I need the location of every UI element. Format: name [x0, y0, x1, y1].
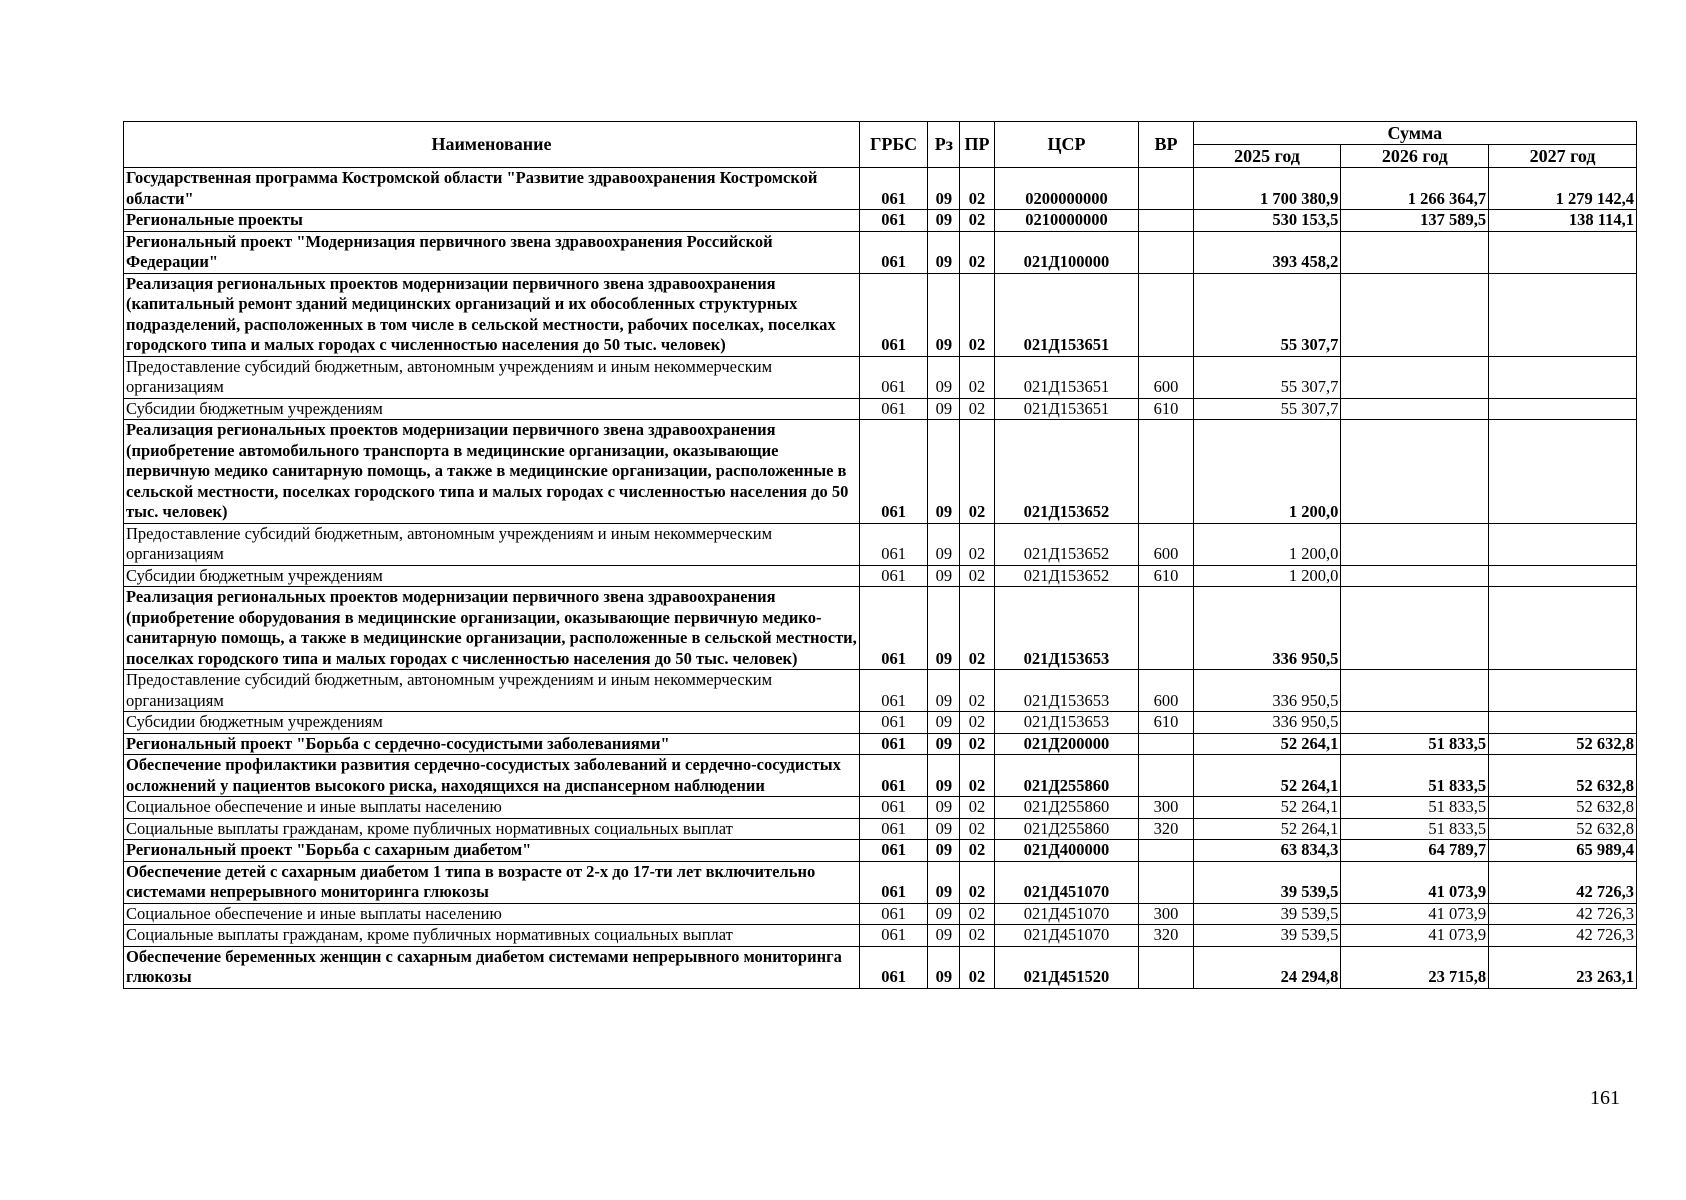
cell-vr [1139, 733, 1193, 755]
cell-y2026: 1 266 364,7 [1341, 168, 1489, 210]
cell-csr: 021Д153652 [994, 565, 1139, 587]
cell-grbs: 061 [859, 670, 927, 712]
cell-vr: 300 [1139, 903, 1193, 925]
cell-y2025: 39 539,5 [1193, 903, 1341, 925]
cell-y2025: 530 153,5 [1193, 210, 1341, 232]
cell-rz: 09 [928, 420, 960, 524]
cell-y2025: 393 458,2 [1193, 231, 1341, 273]
cell-y2026: 23 715,8 [1341, 946, 1489, 988]
table-body [124, 168, 1637, 989]
header-name: Наименование [124, 122, 860, 168]
cell-rz: 09 [928, 946, 960, 988]
header-pr: ПР [960, 122, 994, 168]
cell-grbs: 061 [859, 210, 927, 232]
cell-rz: 09 [928, 861, 960, 903]
cell-pr: 02 [960, 712, 994, 734]
cell-pr: 02 [960, 273, 994, 356]
cell-vr [1139, 946, 1193, 988]
cell-grbs: 061 [859, 168, 927, 210]
cell-y2025: 1 700 380,9 [1193, 168, 1341, 210]
cell-csr: 021Д451070 [994, 925, 1139, 947]
table-row [124, 587, 1637, 670]
cell-pr: 02 [960, 797, 994, 819]
cell-name: Социальное обеспечение и иные выплаты населению [124, 797, 860, 819]
cell-y2025: 63 834,3 [1193, 840, 1341, 862]
cell-y2026 [1341, 565, 1489, 587]
cell-pr: 02 [960, 587, 994, 670]
cell-y2026: 41 073,9 [1341, 861, 1489, 903]
table-row [124, 565, 1637, 587]
cell-csr: 021Д451070 [994, 861, 1139, 903]
cell-grbs: 061 [859, 946, 927, 988]
cell-name: Предоставление субсидий бюджетным, автономным учреждениям и иным некоммерческим организациям [124, 356, 860, 398]
cell-y2026 [1341, 356, 1489, 398]
cell-y2025: 55 307,7 [1193, 356, 1341, 398]
cell-name: Предоставление субсидий бюджетным, автономным учреждениям и иным некоммерческим организациям [124, 670, 860, 712]
table-row [124, 398, 1637, 420]
cell-vr [1139, 587, 1193, 670]
cell-name: Обеспечение детей с сахарным диабетом 1 типа в возрасте от 2-х до 17-ти лет включительно системами непрерывного мониторинга глюкозы [124, 861, 860, 903]
table-row [124, 670, 1637, 712]
cell-y2027 [1489, 712, 1637, 734]
cell-name: Реализация региональных проектов модернизации первичного звена здравоохранения (капитальный ремонт зданий медицинских организаций и их обособленных структурных подразделений, расположенных в том числе в сельской местности, рабочих поселках, поселках городского типа и малых городах с численностью населения до 50 тыс. человек) [124, 273, 860, 356]
cell-y2026 [1341, 670, 1489, 712]
cell-vr [1139, 210, 1193, 232]
cell-vr: 600 [1139, 356, 1193, 398]
cell-name: Региональный проект "Модернизация первичного звена здравоохранения Российской Федерации" [124, 231, 860, 273]
table-row [124, 273, 1637, 356]
cell-y2027 [1489, 273, 1637, 356]
cell-y2026 [1341, 587, 1489, 670]
cell-name: Государственная программа Костромской области "Развитие здравоохранения Костромской области" [124, 168, 860, 210]
cell-grbs: 061 [859, 523, 927, 565]
cell-csr: 021Д400000 [994, 840, 1139, 862]
cell-y2027: 52 632,8 [1489, 733, 1637, 755]
cell-y2025: 336 950,5 [1193, 712, 1341, 734]
cell-grbs: 061 [859, 565, 927, 587]
cell-name: Субсидии бюджетным учреждениям [124, 565, 860, 587]
cell-rz: 09 [928, 712, 960, 734]
cell-name: Социальные выплаты гражданам, кроме публичных нормативных социальных выплат [124, 925, 860, 947]
cell-y2025: 55 307,7 [1193, 398, 1341, 420]
budget-table [123, 121, 1637, 989]
cell-name: Региональные проекты [124, 210, 860, 232]
cell-grbs: 061 [859, 420, 927, 524]
cell-y2026: 41 073,9 [1341, 925, 1489, 947]
cell-name: Социальные выплаты гражданам, кроме публичных нормативных социальных выплат [124, 818, 860, 840]
header-csr: ЦСР [994, 122, 1139, 168]
cell-rz: 09 [928, 840, 960, 862]
cell-name: Обеспечение профилактики развития сердечно-сосудистых заболеваний и сердечно-сосудистых осложнений у пациентов высокого риска, находящихся на диспансерном наблюдении [124, 755, 860, 797]
cell-grbs: 061 [859, 797, 927, 819]
table-row [124, 946, 1637, 988]
header-sum: Сумма [1193, 122, 1636, 145]
cell-csr: 021Д153653 [994, 670, 1139, 712]
cell-rz: 09 [928, 273, 960, 356]
cell-y2025: 1 200,0 [1193, 565, 1341, 587]
cell-y2027 [1489, 670, 1637, 712]
cell-pr: 02 [960, 903, 994, 925]
cell-vr: 320 [1139, 925, 1193, 947]
cell-y2027: 42 726,3 [1489, 925, 1637, 947]
cell-name: Реализация региональных проектов модернизации первичного звена здравоохранения (приобретение оборудования в медицинские организации, оказывающие первичную медико-санитарную помощь, а также в медицинские организации, расположенные в сельской местности, поселках городского типа и малых городах с численностью населения до 50 тыс. человек) [124, 587, 860, 670]
cell-vr: 610 [1139, 398, 1193, 420]
cell-grbs: 061 [859, 587, 927, 670]
cell-y2026 [1341, 712, 1489, 734]
cell-y2027 [1489, 231, 1637, 273]
cell-vr [1139, 840, 1193, 862]
cell-rz: 09 [928, 925, 960, 947]
cell-csr: 0210000000 [994, 210, 1139, 232]
cell-y2027: 1 279 142,4 [1489, 168, 1637, 210]
cell-y2026: 64 789,7 [1341, 840, 1489, 862]
cell-csr: 021Д153651 [994, 273, 1139, 356]
cell-y2025: 24 294,8 [1193, 946, 1341, 988]
cell-vr [1139, 861, 1193, 903]
cell-y2027 [1489, 587, 1637, 670]
table-row [124, 356, 1637, 398]
cell-csr: 021Д153653 [994, 712, 1139, 734]
cell-y2025: 55 307,7 [1193, 273, 1341, 356]
cell-y2026: 51 833,5 [1341, 755, 1489, 797]
table-row [124, 840, 1637, 862]
cell-y2025: 52 264,1 [1193, 733, 1341, 755]
cell-rz: 09 [928, 565, 960, 587]
cell-pr: 02 [960, 168, 994, 210]
cell-name: Региональный проект "Борьба с сахарным диабетом" [124, 840, 860, 862]
cell-y2025: 52 264,1 [1193, 818, 1341, 840]
cell-name: Субсидии бюджетным учреждениям [124, 398, 860, 420]
cell-rz: 09 [928, 755, 960, 797]
cell-name: Социальное обеспечение и иные выплаты населению [124, 903, 860, 925]
cell-pr: 02 [960, 818, 994, 840]
cell-vr [1139, 755, 1193, 797]
cell-csr: 021Д255860 [994, 755, 1139, 797]
cell-pr: 02 [960, 670, 994, 712]
cell-pr: 02 [960, 523, 994, 565]
cell-csr: 021Д255860 [994, 797, 1139, 819]
cell-y2026: 51 833,5 [1341, 797, 1489, 819]
cell-rz: 09 [928, 587, 960, 670]
cell-rz: 09 [928, 670, 960, 712]
table-row [124, 755, 1637, 797]
cell-csr: 021Д153653 [994, 587, 1139, 670]
cell-y2027 [1489, 565, 1637, 587]
cell-y2026 [1341, 231, 1489, 273]
cell-vr: 610 [1139, 565, 1193, 587]
table-row [124, 168, 1637, 210]
cell-name: Региональный проект "Борьба с сердечно-сосудистыми заболеваниями" [124, 733, 860, 755]
cell-vr: 600 [1139, 523, 1193, 565]
cell-grbs: 061 [859, 925, 927, 947]
cell-grbs: 061 [859, 861, 927, 903]
cell-csr: 021Д200000 [994, 733, 1139, 755]
header-year-2027: 2027 год [1489, 145, 1637, 168]
table-row [124, 818, 1637, 840]
cell-csr: 0200000000 [994, 168, 1139, 210]
cell-pr: 02 [960, 210, 994, 232]
table-row [124, 712, 1637, 734]
header-year-2025: 2025 год [1193, 145, 1341, 168]
cell-y2027: 138 114,1 [1489, 210, 1637, 232]
table-row [124, 733, 1637, 755]
cell-y2027 [1489, 356, 1637, 398]
cell-csr: 021Д153651 [994, 398, 1139, 420]
cell-y2026: 137 589,5 [1341, 210, 1489, 232]
cell-y2026: 51 833,5 [1341, 733, 1489, 755]
cell-grbs: 061 [859, 273, 927, 356]
cell-pr: 02 [960, 356, 994, 398]
cell-rz: 09 [928, 231, 960, 273]
cell-y2027: 23 263,1 [1489, 946, 1637, 988]
cell-csr: 021Д100000 [994, 231, 1139, 273]
cell-name: Обеспечение беременных женщин с сахарным диабетом системами непрерывного мониторинга глюкозы [124, 946, 860, 988]
cell-name: Реализация региональных проектов модернизации первичного звена здравоохранения (приобретение автомобильного транспорта в медицинские организации, оказывающие первичную медико санитарную помощь, а также в медицинские организации, расположенные в сельской местности, поселках городского типа и малых городах с численностью населения до 50 тыс. человек) [124, 420, 860, 524]
cell-y2027: 42 726,3 [1489, 861, 1637, 903]
cell-rz: 09 [928, 210, 960, 232]
cell-y2027 [1489, 523, 1637, 565]
table-row [124, 210, 1637, 232]
cell-y2027: 52 632,8 [1489, 797, 1637, 819]
cell-y2027 [1489, 398, 1637, 420]
cell-y2026: 41 073,9 [1341, 903, 1489, 925]
cell-y2026 [1341, 398, 1489, 420]
cell-grbs: 061 [859, 818, 927, 840]
cell-y2027 [1489, 420, 1637, 524]
cell-csr: 021Д153651 [994, 356, 1139, 398]
cell-grbs: 061 [859, 231, 927, 273]
cell-y2025: 1 200,0 [1193, 523, 1341, 565]
cell-y2026: 51 833,5 [1341, 818, 1489, 840]
cell-pr: 02 [960, 231, 994, 273]
cell-vr [1139, 420, 1193, 524]
cell-csr: 021Д255860 [994, 818, 1139, 840]
cell-rz: 09 [928, 733, 960, 755]
page-number: 161 [1590, 1087, 1620, 1109]
cell-rz: 09 [928, 797, 960, 819]
cell-y2026 [1341, 523, 1489, 565]
cell-y2025: 336 950,5 [1193, 670, 1341, 712]
cell-vr: 320 [1139, 818, 1193, 840]
cell-rz: 09 [928, 398, 960, 420]
cell-y2027: 52 632,8 [1489, 755, 1637, 797]
cell-name: Субсидии бюджетным учреждениям [124, 712, 860, 734]
header-rz: Рз [928, 122, 960, 168]
cell-grbs: 061 [859, 903, 927, 925]
table-row [124, 903, 1637, 925]
table-row [124, 797, 1637, 819]
cell-y2026 [1341, 420, 1489, 524]
cell-pr: 02 [960, 398, 994, 420]
table-row [124, 925, 1637, 947]
cell-pr: 02 [960, 733, 994, 755]
cell-csr: 021Д451070 [994, 903, 1139, 925]
cell-pr: 02 [960, 565, 994, 587]
cell-csr: 021Д153652 [994, 420, 1139, 524]
table-row [124, 420, 1637, 524]
table-row [124, 523, 1637, 565]
cell-y2027: 52 632,8 [1489, 818, 1637, 840]
cell-rz: 09 [928, 523, 960, 565]
table-row [124, 231, 1637, 273]
header-year-2026: 2026 год [1341, 145, 1489, 168]
cell-vr: 300 [1139, 797, 1193, 819]
cell-y2027: 65 989,4 [1489, 840, 1637, 862]
cell-y2025: 39 539,5 [1193, 861, 1341, 903]
cell-pr: 02 [960, 755, 994, 797]
cell-vr: 610 [1139, 712, 1193, 734]
cell-pr: 02 [960, 946, 994, 988]
cell-grbs: 061 [859, 755, 927, 797]
cell-grbs: 061 [859, 356, 927, 398]
cell-pr: 02 [960, 840, 994, 862]
header-grbs: ГРБС [859, 122, 927, 168]
table-row [124, 861, 1637, 903]
cell-pr: 02 [960, 861, 994, 903]
cell-pr: 02 [960, 420, 994, 524]
cell-pr: 02 [960, 925, 994, 947]
cell-y2025: 336 950,5 [1193, 587, 1341, 670]
cell-vr: 600 [1139, 670, 1193, 712]
cell-grbs: 061 [859, 712, 927, 734]
cell-rz: 09 [928, 356, 960, 398]
cell-y2025: 52 264,1 [1193, 797, 1341, 819]
cell-y2026 [1341, 273, 1489, 356]
cell-y2025: 1 200,0 [1193, 420, 1341, 524]
cell-grbs: 061 [859, 840, 927, 862]
table-header [124, 122, 1637, 168]
cell-y2027: 42 726,3 [1489, 903, 1637, 925]
cell-grbs: 061 [859, 733, 927, 755]
cell-rz: 09 [928, 903, 960, 925]
cell-csr: 021Д153652 [994, 523, 1139, 565]
header-vr: ВР [1139, 122, 1193, 168]
cell-rz: 09 [928, 168, 960, 210]
cell-vr [1139, 168, 1193, 210]
cell-y2025: 52 264,1 [1193, 755, 1341, 797]
cell-rz: 09 [928, 818, 960, 840]
cell-grbs: 061 [859, 398, 927, 420]
cell-vr [1139, 231, 1193, 273]
cell-csr: 021Д451520 [994, 946, 1139, 988]
cell-y2025: 39 539,5 [1193, 925, 1341, 947]
cell-name: Предоставление субсидий бюджетным, автономным учреждениям и иным некоммерческим организациям [124, 523, 860, 565]
cell-vr [1139, 273, 1193, 356]
